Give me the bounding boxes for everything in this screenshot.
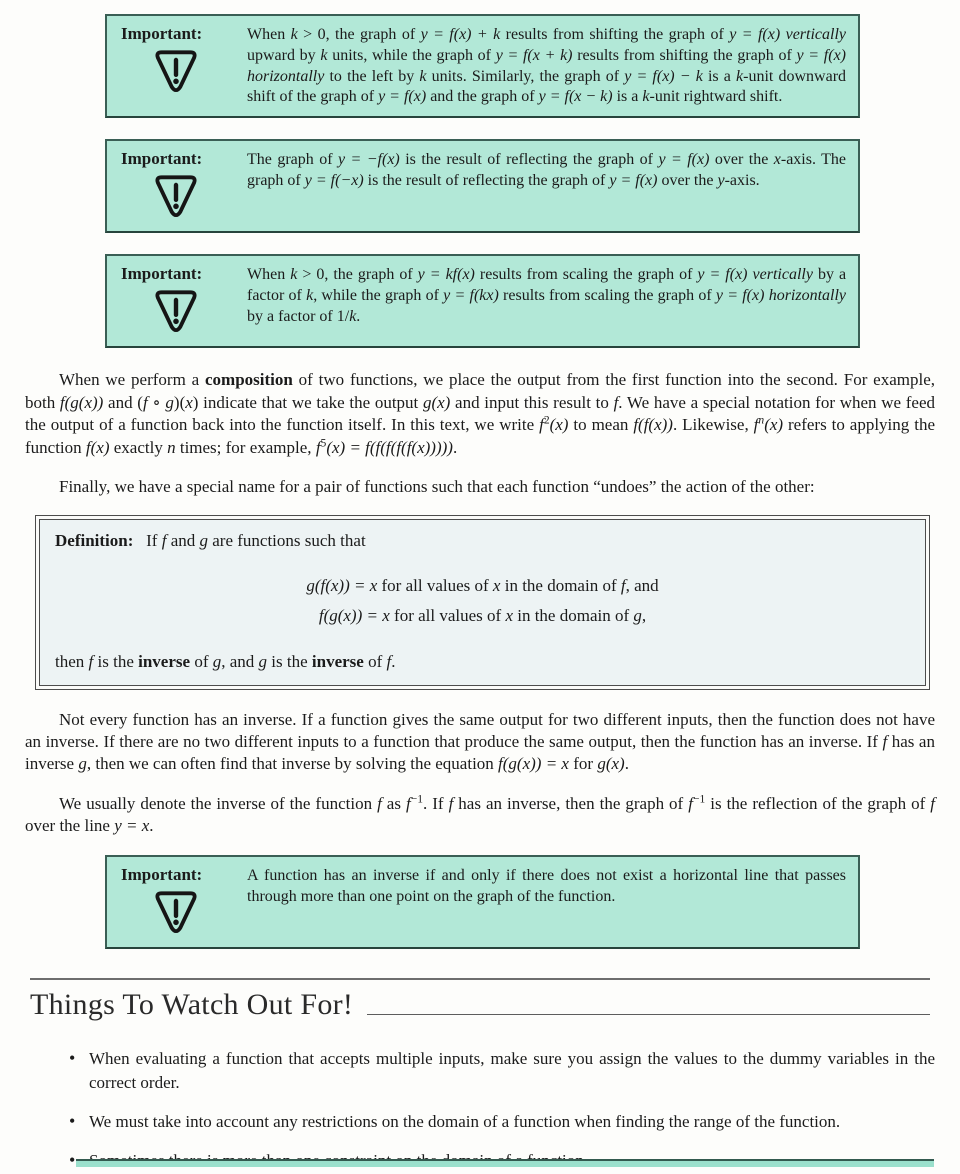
paragraph-not-every: Not every function has an inverse. If a function gives the same output for two different inputs, then the function does not have an inverse. If there are no two different inputs to a function that produce the same output, then the function has an inverse. If f has an inverse g, then we can often find that inverse by solving the equation f(g(x)) = x for g(x).	[25, 709, 935, 774]
important-box-shifting	[105, 14, 860, 118]
watch-out-list	[25, 1047, 935, 1174]
important-label: Important:	[121, 864, 203, 884]
definition-outro: then f is the inverse of g, and g is the inverse of f.	[55, 651, 396, 671]
important-label: Important:	[121, 149, 203, 169]
important-box-label-column	[117, 24, 235, 108]
important-box-reflecting	[105, 139, 860, 233]
important-box-label-column	[117, 149, 235, 223]
section-heading-row	[30, 988, 930, 1022]
definition-box-inner	[39, 519, 926, 685]
definition-label: Definition:	[55, 531, 134, 551]
warning-exclamation-icon	[153, 49, 199, 98]
definition-box	[35, 515, 930, 689]
important-text: When k > 0, the graph of y = kf(x) results from scaling the graph of y = f(x) vertically by a factor of k, while the graph of y = f(kx) results from scaling the graph of y = f(x) horizontally by a factor of 1/k.	[247, 266, 847, 325]
important-text: A function has an inverse if and only if there does not exist a horizontal line that passes through more than one point on the graph of the function.	[247, 866, 846, 905]
definition-equation-1: g(f(x)) = x for all values of x in the domain of f, and	[306, 576, 659, 596]
important-label: Important:	[121, 264, 203, 284]
paragraph-denote: We usually denote the inverse of the function f as $f^{-1}$. If f has an inverse, then the graph of $f^{-1}$ is the reflection of the graph of f over the line y = x.	[25, 792, 935, 836]
section-heading: Things To Watch Out For!	[30, 987, 354, 1021]
watch-list-item: • When evaluating a function that accepts multiple inputs, make sure you assign the values to the dummy variables in the correct order.	[69, 1047, 935, 1095]
important-box-horizontal-line-test	[105, 855, 860, 949]
warning-exclamation-icon	[153, 174, 199, 223]
warning-exclamation-icon	[153, 890, 199, 939]
important-box-label-column	[117, 264, 235, 338]
definition-intro: If f and g are functions such that	[146, 531, 366, 551]
important-text: The graph of y = −f(x) is the result of reflecting the graph of y = f(x) over the x-axis. The graph of y = f(−x) is the result of reflecting the graph of y = f(x) over the y-axis.	[247, 151, 847, 189]
page-bottom-cutoff-box-edge	[76, 1159, 934, 1167]
important-box-label-column	[117, 865, 235, 939]
warning-exclamation-icon	[153, 289, 199, 338]
paragraph-finally: Finally, we have a special name for a pair of functions such that each function “undoes” the action of the other:	[59, 476, 815, 496]
important-label: Important:	[121, 24, 203, 43]
important-box-scaling	[105, 254, 860, 348]
watch-list-item: • We must take into account any restrictions on the domain of a function when finding the range of the function.	[69, 1110, 935, 1134]
definition-head	[55, 531, 910, 551]
paragraph-composition: When we perform a composition of two functions, we place the output from the first function into the second. For example, both f(g(x)) and (f ∘ g)(x) indicate that we take the output g(x) and input this result to f. We have a special notation for when we feed the output of a function back into the function itself. In this text, we write $f^2(x)$ to mean f(f(x)). Likewise, $f^n(x)$ refers to applying the function f(x) exactly n times; for example, $f^5(x) = f(f(f(f(f(x)))))$.	[25, 370, 936, 457]
section-top-rule	[30, 978, 930, 980]
definition-equation-2: f(g(x)) = x for all values of x in the domain of g,	[318, 606, 647, 626]
important-text: When k > 0, the graph of y = f(x) + k results from shifting the graph of y = f(x) vertically upward by k units, while the graph of y = f(x + k) results from shifting the graph of y = f(x) horizontally to the left by k units. Similarly, the graph of y = f(x) − k is a k-unit downward shift of the graph of y = f(x) and the graph of y = f(x − k) is a k-unit rightward shift.	[247, 26, 847, 106]
heading-trailing-rule	[367, 1014, 930, 1015]
